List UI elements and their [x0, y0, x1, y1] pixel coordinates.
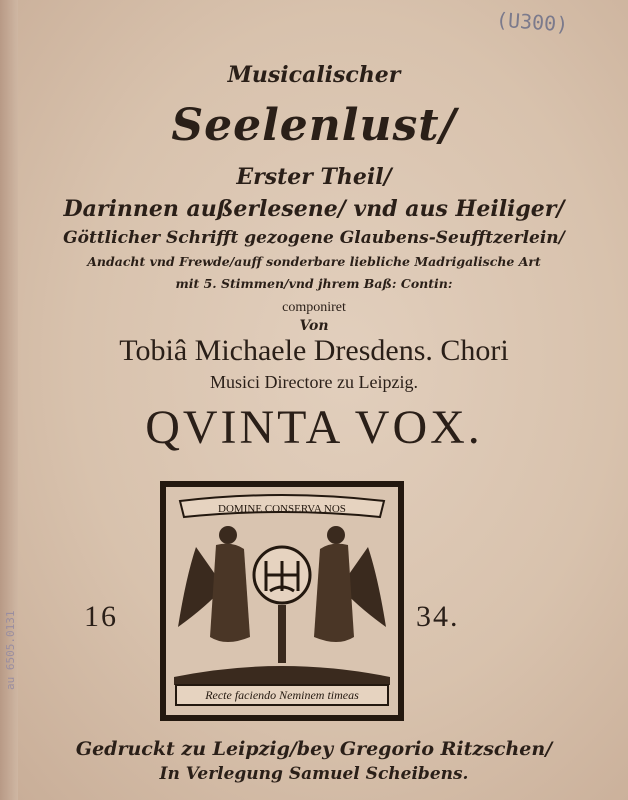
woodcut-illustration — [166, 487, 398, 715]
bottom-banner-text: Recte faciendo Neminem timeas — [205, 688, 359, 702]
author-line-2: Musici Directore zu Leipzig. — [210, 372, 418, 392]
pencil-shelfmark: (U300) — [495, 7, 569, 37]
author-line: Tobiâ Michaele Dresdens. Chori — [119, 334, 509, 367]
top-banner-text: DOMINE CONSERVA NOS — [218, 503, 346, 515]
imprint-line-1: Gedruckt zu Leipzig/bey Gregorio Ritzschen/ — [75, 738, 553, 760]
title-line-4: Darinnen außerlesene/ vnd aus Heiliger/ — [63, 196, 565, 222]
left-angel-body-icon — [210, 544, 250, 642]
imprint-line-2: In Verlegung Samuel Scheibens. — [159, 764, 469, 784]
right-angel-head-icon — [327, 526, 345, 544]
title-line-6: Andacht vnd Frewde/auff sonderbare liebliche Madrigalische Art — [87, 254, 541, 269]
left-angel-head-icon — [219, 526, 237, 544]
library-stamp: au 6505.0131 — [4, 610, 17, 690]
year-left: 16 — [84, 600, 118, 633]
palm-trunk-icon — [278, 605, 286, 663]
printer-device-woodcut — [160, 481, 404, 721]
title-line-7: mit 5. Stimmen/vnd jhrem Baß: Contin: — [175, 276, 453, 291]
ground-icon — [174, 666, 390, 685]
voice-part: QVINTA VOX. — [145, 401, 483, 454]
title-line-8: componiret — [282, 300, 346, 315]
title-main: Seelenlust/ — [171, 100, 457, 151]
year-right: 34. — [416, 600, 460, 633]
title-line-5: Göttlicher Schrifft gezogene Glaubens-Seufftzerlein/ — [63, 228, 565, 248]
title-line-9: Von — [299, 318, 329, 334]
right-angel-body-icon — [314, 544, 354, 642]
title-line-1: Musicalischer — [227, 62, 401, 88]
title-line-3: Erster Theil/ — [236, 164, 392, 190]
